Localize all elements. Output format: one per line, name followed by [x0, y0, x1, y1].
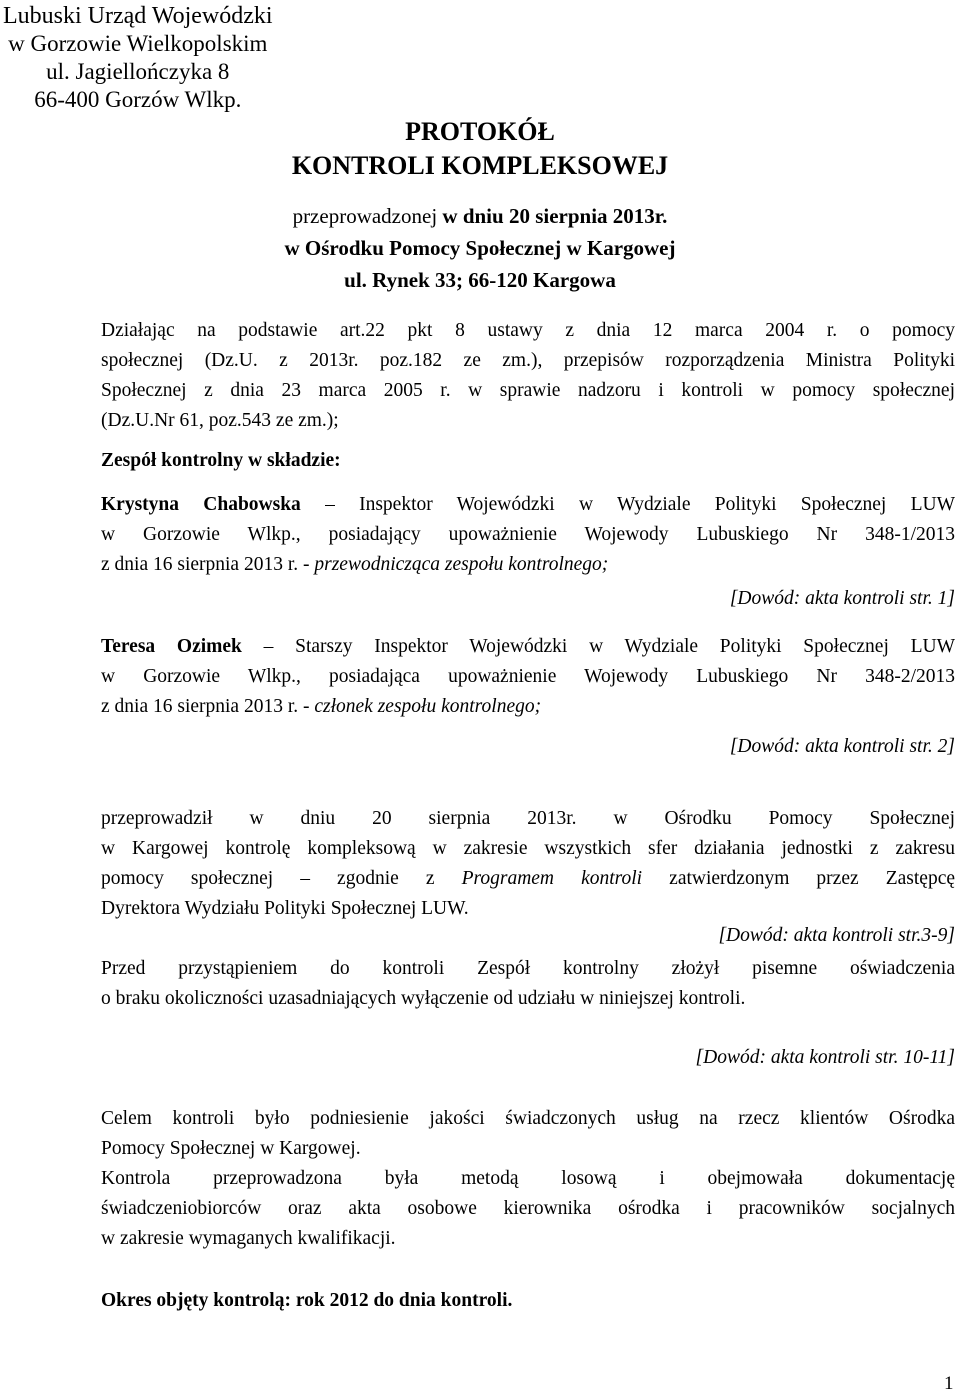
member-2-line-1 [101, 632, 955, 662]
member-2-name: Teresa Ozimek [101, 636, 242, 657]
scope-program-name: Programem kontroli [461, 868, 643, 889]
legal-basis [101, 316, 955, 436]
member-2-date: z dnia 16 sierpnia 2013 r. [101, 696, 303, 717]
scope-evidence: [Dowód: akta kontroli str.3-9] [718, 925, 955, 946]
legal-line-3: Społecznej z dnia 23 marca 2005 r. w sprawie nadzoru i kontroli w pomocy społecznej [101, 380, 955, 401]
scope-text-c: zatwierdzonym przez Zastępcę [642, 868, 955, 889]
member-1-role: – Inspektor Wojewódzki w Wydziale Polityki Społecznej LUW [300, 494, 955, 515]
purpose-line-3: Kontrola przeprowadzona była metodą losową i obejmowała dokumentację [101, 1168, 955, 1189]
declaration-evidence: [Dowód: akta kontroli str. 10-11] [695, 1047, 955, 1068]
issuer-postal: 66-400 Gorzów Wlkp. [34, 87, 242, 112]
legal-line-4: (Dz.U.Nr 61, poz.543 ze zm.); [101, 410, 339, 431]
purpose-line-2: Pomocy Społecznej w Kargowej. [101, 1138, 361, 1159]
subtitle-line-1 [0, 200, 960, 232]
page-number: 1 [944, 1373, 954, 1394]
scope-line-4: Dyrektora Wydziału Polityki Społecznej LUW. [101, 898, 469, 919]
document-subtitle [0, 200, 960, 296]
paragraph-declaration [101, 954, 955, 1014]
scope-line-3 [101, 864, 955, 894]
member-1-line-2: w Gorzowie Wlkp., posiadający upoważnienie Wojewody Lubuskiego Nr 348-1/2013 [101, 524, 955, 545]
issuer-name: Lubuski Urząd Wojewódzki [3, 3, 273, 29]
issuer-street: ul. Jagiellończyka 8 [46, 59, 230, 84]
member-1-date: z dnia 16 sierpnia 2013 r. [101, 554, 303, 575]
member-1 [101, 490, 955, 580]
title-line-1: PROTOKÓŁ [405, 117, 555, 146]
member-2-line-2: w Gorzowie Wlkp., posiadająca upoważnienie Wojewody Lubuskiego Nr 348-2/2013 [101, 666, 955, 687]
member-1-name: Krystyna Chabowska [101, 494, 301, 515]
member-2-role: – Starszy Inspektor Wojewódzki w Wydziale Polityki Społecznej LUW [241, 636, 955, 657]
legal-line-1: Działając na podstawie art.22 pkt 8 ustawy z dnia 12 marca 2004 r. o pomocy [101, 320, 955, 341]
purpose-line-1: Celem kontroli było podniesienie jakości świadczonych usług na rzecz klientów Ośrodka [101, 1108, 955, 1129]
purpose-line-4: świadczeniobiorców oraz akta osobowe kierownika ośrodka i pracowników socjalnych [101, 1198, 955, 1219]
declaration-line-2: o braku okoliczności uzasadniających wyłączenie od udziału w niniejszej kontroli. [101, 988, 746, 1009]
member-1-line-1 [101, 490, 955, 520]
member-1-evidence: [Dowód: akta kontroli str. 1] [729, 588, 955, 609]
issuer-city: w Gorzowie Wielkopolskim [8, 31, 268, 56]
member-2 [101, 632, 955, 722]
paragraph-scope [101, 804, 955, 924]
purpose-line-5: w zakresie wymaganych kwalifikacji. [101, 1228, 396, 1249]
title-line-2: KONTROLI KOMPLEKSOWEJ [291, 151, 669, 180]
member-2-line-3 [101, 692, 955, 722]
member-1-function: - przewodnicząca zespołu kontrolnego; [303, 554, 609, 575]
declaration-line-1: Przed przystąpieniem do kontroli Zespół kontrolny złożył pisemne oświadczenia [101, 958, 955, 979]
subtitle-line-3: ul. Rynek 33; 66-120 Kargowa [344, 268, 616, 292]
scope-line-2: w Kargowej kontrolę kompleksową w zakresie wszystkich sfer działania jednostki z zakresu [101, 838, 955, 859]
control-period: Okres objęty kontrolą: rok 2012 do dnia kontroli. [101, 1290, 513, 1311]
member-1-line-3 [101, 550, 955, 580]
team-heading: Zespół kontrolny w składzie: [101, 450, 341, 471]
paragraph-purpose [101, 1104, 955, 1254]
document-title [0, 115, 960, 183]
subtitle-line-2: w Ośrodku Pomocy Społecznej w Kargowej [284, 236, 676, 260]
scope-text-a: pomocy społecznej – zgodnie z [101, 868, 462, 889]
subtitle-date: w dniu 20 sierpnia 2013r. [442, 204, 668, 228]
member-2-function: - członek zespołu kontrolnego; [303, 696, 542, 717]
issuer-header [3, 2, 273, 114]
subtitle-prefix: przeprowadzonej [292, 204, 443, 228]
legal-line-2: społecznej (Dz.U. z 2013r. poz.182 ze zm.), przepisów rozporządzenia Ministra Polityki [101, 350, 955, 371]
member-2-evidence: [Dowód: akta kontroli str. 2] [729, 736, 955, 757]
scope-line-1: przeprowadził w dniu 20 sierpnia 2013r. w Ośrodku Pomocy Społecznej [101, 808, 955, 829]
